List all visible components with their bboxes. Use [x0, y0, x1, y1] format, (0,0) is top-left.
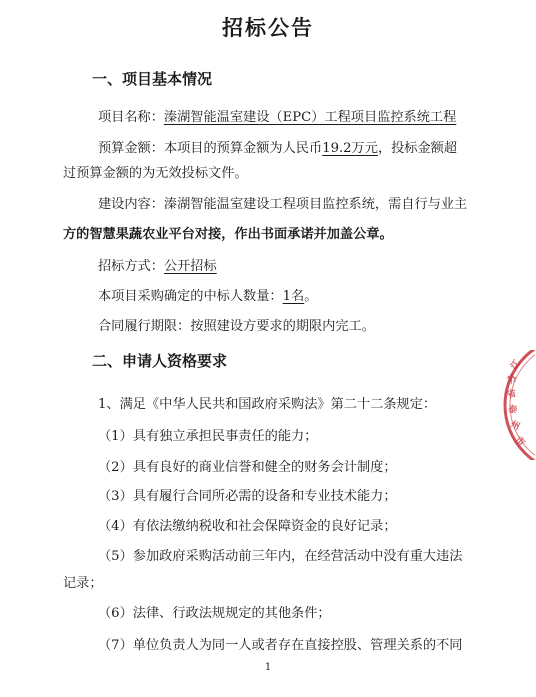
section-heading-basic-info: 一、项目基本情况 — [92, 70, 213, 88]
svg-text:省: 省 — [506, 388, 518, 401]
content-line-1: 建设内容：溱湖智能温室建设工程项目监控系统，需自行与业主 — [98, 197, 468, 212]
method-line — [98, 258, 217, 276]
official-seal — [495, 350, 535, 460]
requirement-5-line-2: 记录； — [63, 576, 103, 591]
svg-text:江: 江 — [509, 358, 523, 372]
budget-line-2: 过预算金额的为无效投标文件。 — [63, 166, 248, 181]
winners-line — [98, 288, 317, 306]
method-value: 公开招标 — [163, 259, 217, 274]
requirement-7: （7）单位负责人为同一人或者存在直接控股、管理关系的不同 — [98, 638, 463, 653]
svg-text:市: 市 — [512, 435, 527, 449]
requirement-1: （1）具有独立承担民事责任的能力； — [98, 429, 318, 444]
requirement-6: （6）法律、行政法规规定的其他条件； — [98, 606, 331, 621]
winners-value: 1名 — [282, 289, 305, 304]
period-line: 合同履行期限：按照建设方要求的期限内完工。 — [98, 319, 375, 334]
budget-label: 预算金额： — [98, 141, 164, 156]
qualification-item-1: 1、满足《中华人民共和国政府采购法》第二十二条规定： — [98, 397, 437, 412]
page-number: 1 — [264, 662, 272, 673]
svg-text:苏: 苏 — [505, 373, 520, 387]
requirement-3: （3）具有履行合同所必需的设备和专业技术能力； — [98, 489, 397, 504]
section-heading-qualifications: 二、申请人资格要求 — [92, 352, 228, 370]
document-title: 招标公告 — [222, 16, 314, 40]
method-label: 招标方式： — [98, 259, 164, 274]
winners-label: 本项目采购确定的中标人数量： — [98, 289, 283, 304]
svg-text:州: 州 — [508, 419, 522, 433]
svg-text:泰: 泰 — [507, 405, 518, 416]
project-name-line — [98, 109, 456, 127]
requirement-2: （2）具有良好的商业信誉和健全的财务会计制度； — [98, 460, 397, 475]
budget-value: 19.2万元 — [322, 141, 378, 156]
budget-line — [98, 140, 457, 158]
project-name-value: 溱湖智能温室建设（EPC）工程项目监控系统工程 — [163, 110, 457, 125]
content-line-2: 方的智慧果蔬农业平台对接，作出书面承诺并加盖公章。 — [63, 227, 393, 242]
budget-text-pre: 本项目的预算金额为人民币 — [163, 141, 323, 156]
budget-text-post: ，投标金额超 — [377, 141, 458, 156]
project-name-label: 项目名称： — [98, 110, 164, 125]
requirement-5-line-1: （5）参加政府采购活动前三年内，在经营活动中没有重大违法 — [98, 549, 463, 564]
requirement-4: （4）有依法缴纳税收和社会保障资金的良好记录； — [98, 519, 397, 534]
winners-suffix: 。 — [304, 289, 318, 304]
